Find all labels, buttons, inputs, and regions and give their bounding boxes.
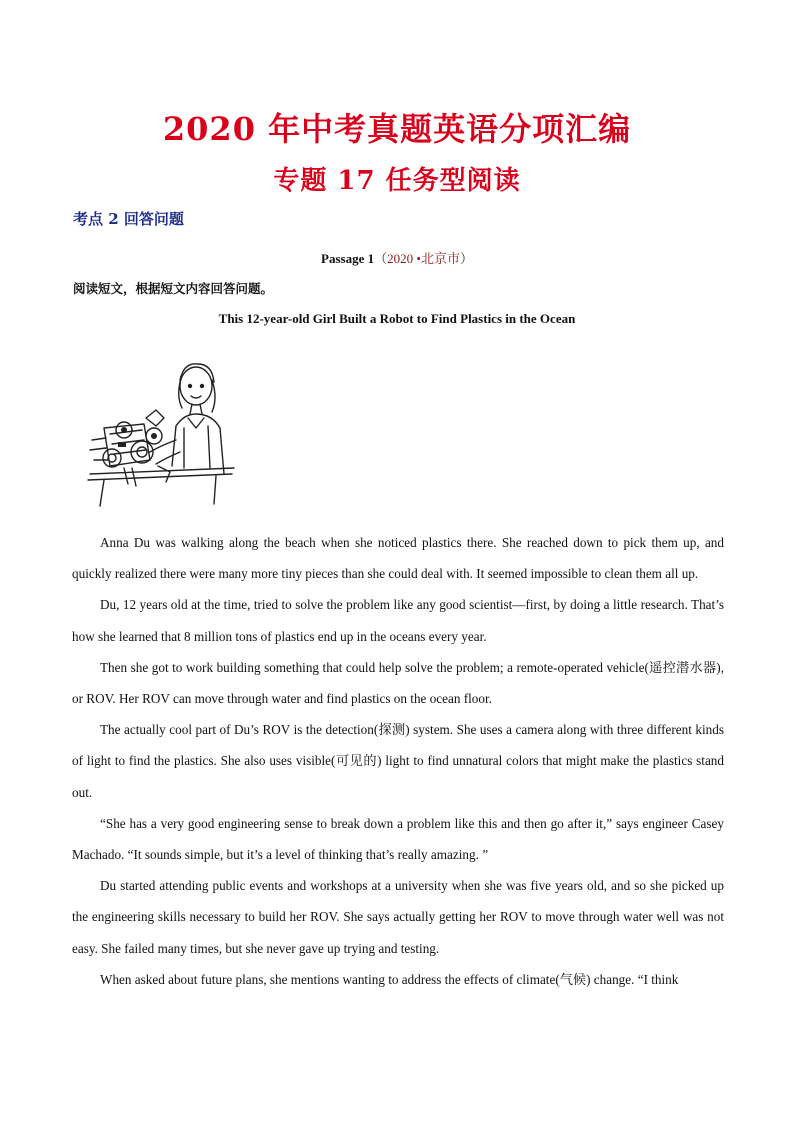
passage-label: Passage 1 (321, 251, 375, 266)
page-title: 2020 年中考真题英语分项汇编 (162, 110, 632, 148)
article-paragraph: Du, 12 years old at the time, tried to solve the problem like any good scientist—first, by doing a little research. That’s how she learned that 8 million tons of plastics end up in the oceans every year. (72, 597, 724, 644)
section-heading: 考点 2 回答问题 (73, 210, 184, 228)
article-paragraph: Then she got to work building something that could help solve the problem; a remote-operated vehicle(遥控潜水器), or ROV. Her ROV can move through water and find plastics on the ocean floor. (72, 659, 724, 707)
passage-heading (0, 248, 794, 267)
article-paragraph: The actually cool part of Du’s ROV is the detection(探测) system. She uses a camera along with three different kinds of light to find the plastics. She also uses visible(可见的) light to find unnatural colors that might make the plastics stand out. (72, 722, 724, 800)
article-paragraph: Du started attending public events and workshops at a university when she was five years old, and so she picked up the engineering skills necessary to build her ROV. She says actually getting her ROV to move through water well was not easy. She failed many times, but she never gave up trying and testing. (72, 878, 724, 956)
article-body (72, 527, 724, 995)
passage-paren-open: （ (374, 251, 388, 266)
girl-robot-illustration (84, 356, 244, 514)
passage-paren-close: ） (459, 251, 473, 266)
article-paragraph: Anna Du was walking along the beach when she noticed plastics there. She reached down to pick them up, and quickly realized there were many more tiny pieces than she could deal with. It seemed impossible to clean them all up. (72, 535, 724, 582)
article-title: This 12-year-old Girl Built a Robot to Find Plastics in the Ocean (218, 311, 576, 326)
article-paragraph: When asked about future plans, she mentions wanting to address the effects of climate(气候) change. “I think (100, 971, 679, 987)
page-subtitle: 专题 17 任务型阅读 (273, 166, 521, 196)
passage-source: 2020 •北京市 (387, 251, 460, 266)
article-paragraph: “She has a very good engineering sense to break down a problem like this and then go after it,” says engineer Casey Machado. “It sounds simple, but it’s a level of thinking that’s really amazing. ” (72, 815, 724, 863)
reading-instruction: 阅读短文，根据短文内容回答问题。 (73, 281, 274, 296)
